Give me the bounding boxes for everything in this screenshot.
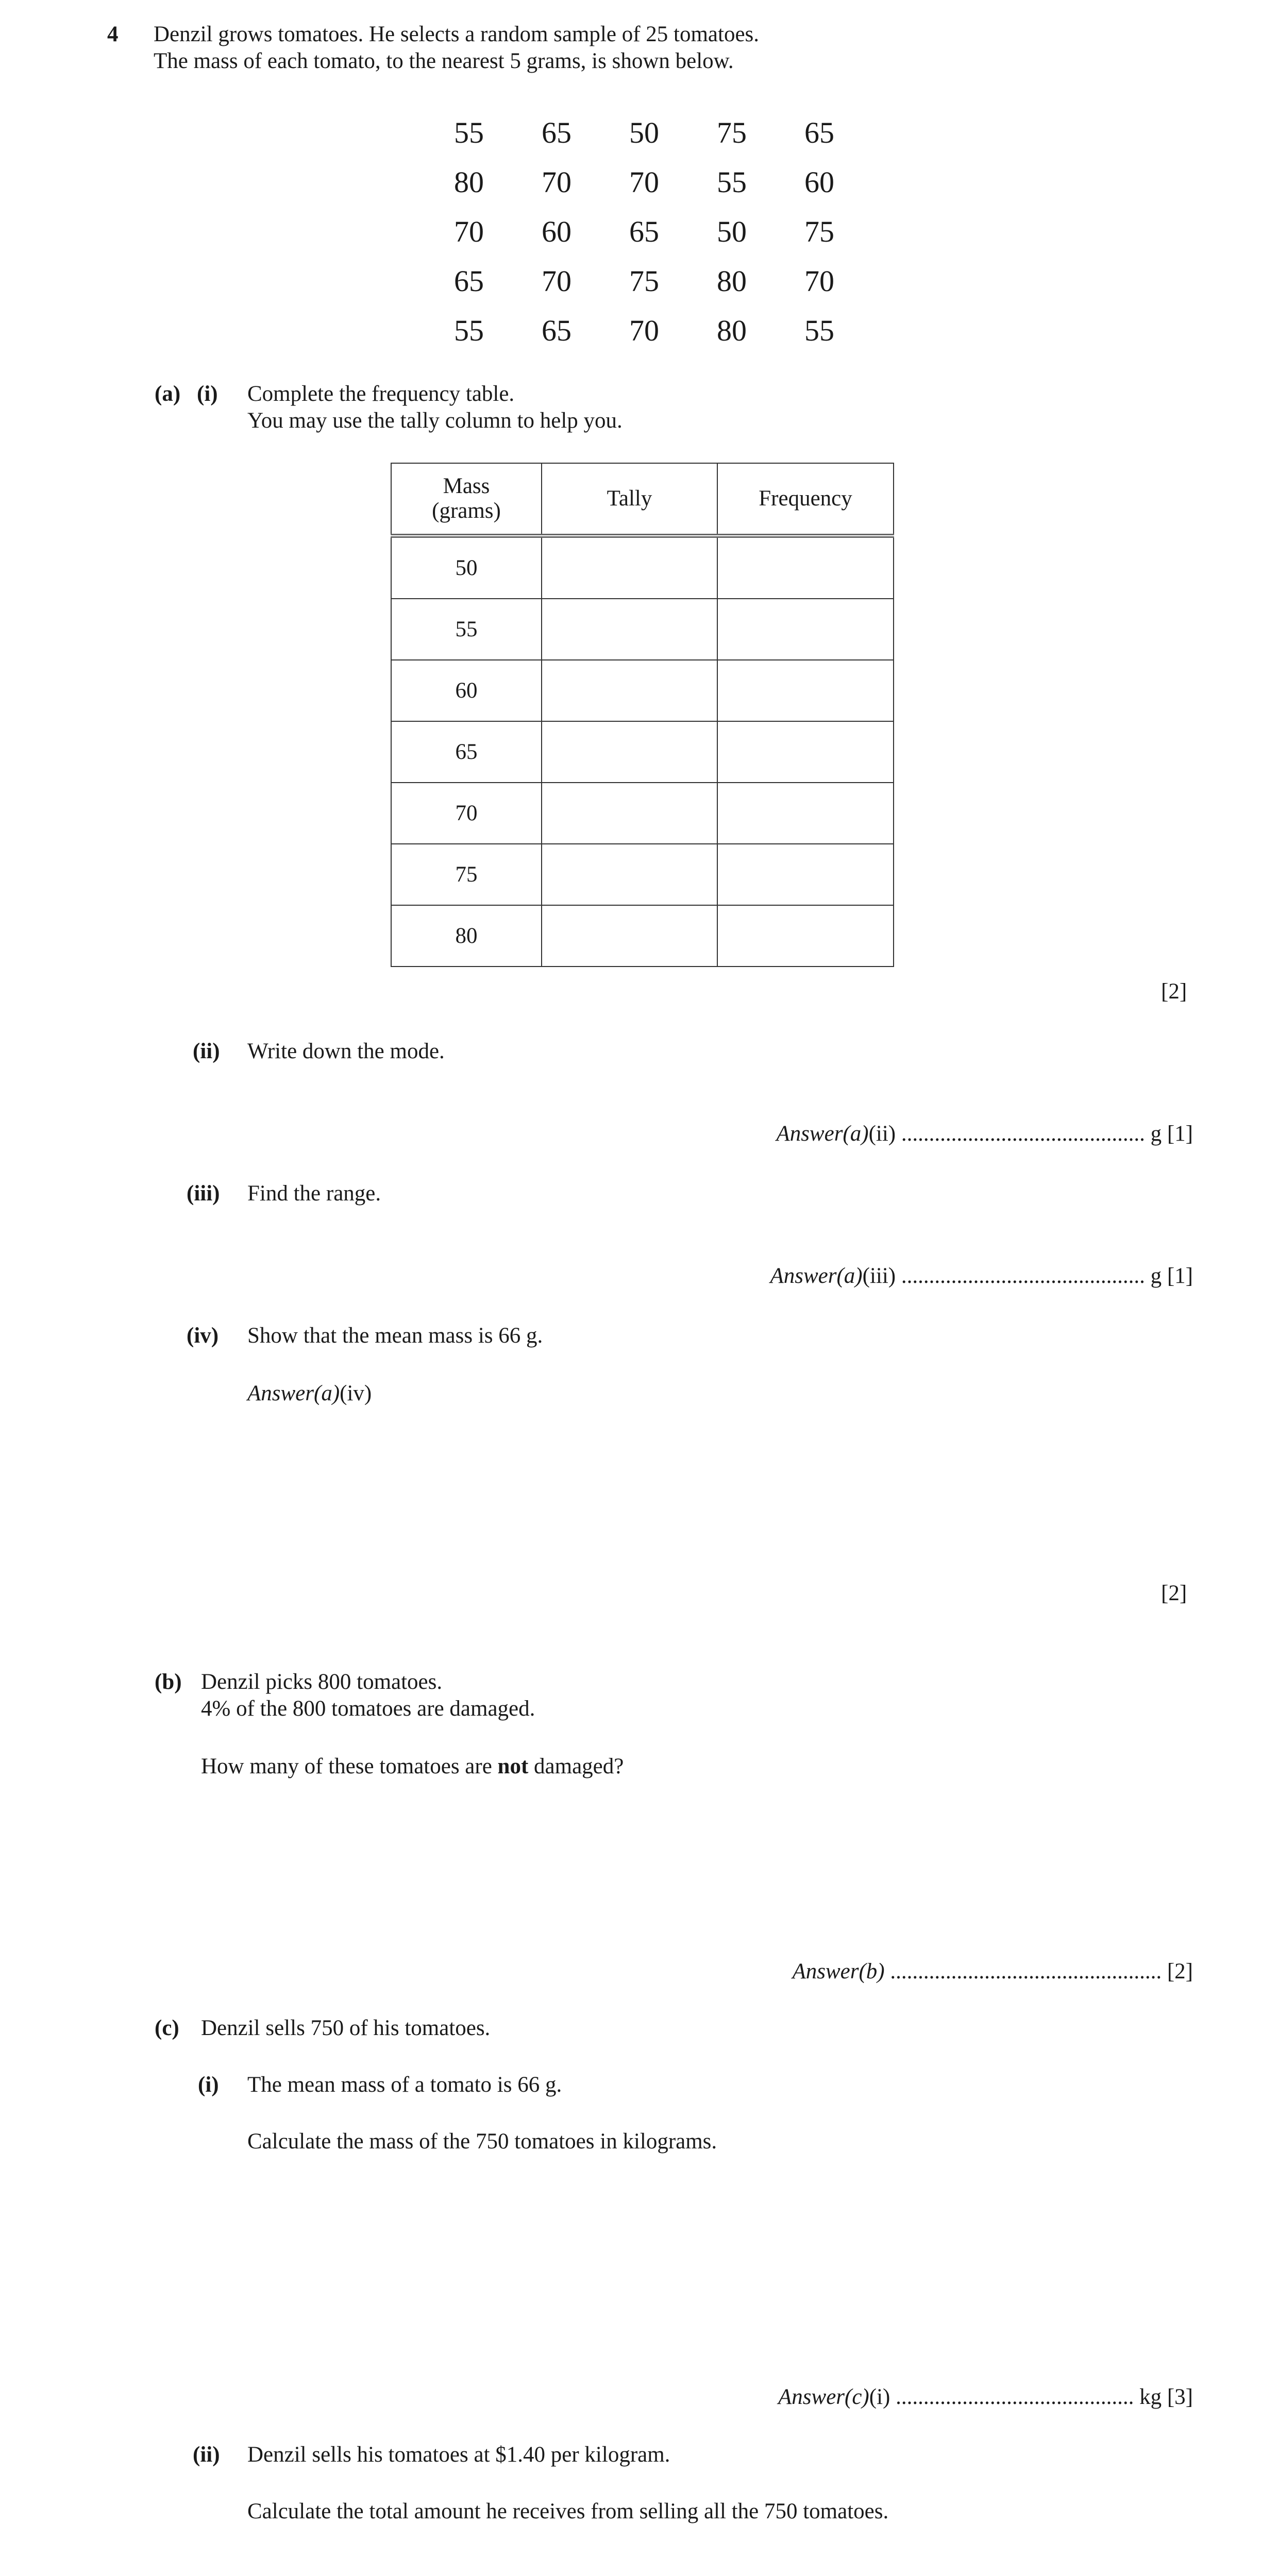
mass-value: 80 [717, 314, 747, 347]
answer-label: Answer(a) [776, 1122, 869, 1146]
tally-header: Tally [542, 463, 717, 536]
mass-header [391, 463, 542, 536]
question-text: damaged? [528, 1754, 624, 1778]
part-a-iii-answer-field[interactable]: ............................................ [901, 1264, 1145, 1288]
answer-label: Answer(b) [792, 1959, 885, 1984]
mass-value: 60 [804, 165, 834, 199]
mass-value: 80 [454, 165, 484, 199]
answer-label: Answer(a) [247, 1381, 340, 1405]
mass-header-line-1: Mass [443, 474, 490, 498]
mass-cell: 50 [391, 536, 542, 599]
tally-cell[interactable] [542, 721, 717, 783]
part-a-iv-label: (iv) [187, 1324, 219, 1348]
part-a-iii-text: Find the range. [247, 1181, 381, 1206]
mass-cell: 80 [391, 905, 542, 967]
answer-label: Answer(a) [770, 1264, 863, 1288]
mass-value: 70 [629, 165, 659, 199]
frequency-table-header [391, 463, 894, 536]
tally-cell[interactable] [542, 536, 717, 599]
frequency-table [391, 463, 894, 967]
part-a-iv-text: Show that the mean mass is 66 g. [247, 1324, 543, 1348]
part-c-i-answer-line [778, 2384, 1193, 2410]
intro-line-1: Denzil grows tomatoes. He selects a random sample of 25 tomatoes. [154, 22, 760, 46]
answer-label: Answer(c) [778, 2385, 869, 2409]
frequency-table-row [391, 536, 894, 599]
tally-cell[interactable] [542, 599, 717, 660]
part-a-i-line-2: You may use the tally column to help you. [247, 409, 623, 433]
part-c-i-answer-field[interactable]: ........................................... [896, 2385, 1134, 2409]
unit-label: kg [1139, 2385, 1162, 2409]
part-a-iv-working-space[interactable] [247, 1412, 1170, 1556]
part-a-iv-answer-label [247, 1381, 372, 1406]
mass-value: 70 [629, 314, 659, 347]
mass-value: 70 [804, 264, 834, 298]
mass-value: 75 [717, 116, 747, 149]
part-c-i-line-2: Calculate the mass of the 750 tomatoes in kilograms. [247, 2129, 717, 2154]
part-c-ii-label: (ii) [193, 2443, 220, 2467]
mass-value: 60 [542, 215, 571, 248]
part-a-iii-label: (iii) [187, 1181, 220, 1206]
mass-header-line-2: (grams) [432, 499, 501, 523]
frequency-cell[interactable] [717, 599, 894, 660]
mass-cell: 55 [391, 599, 542, 660]
tally-cell[interactable] [542, 783, 717, 844]
answer-label-part: (ii) [868, 1122, 896, 1146]
mass-value: 65 [542, 116, 571, 149]
part-c-ii-line-1: Denzil sells his tomatoes at $1.40 per kilogram. [247, 2443, 670, 2467]
frequency-cell[interactable] [717, 660, 894, 721]
part-a-ii-marks: [1] [1167, 1122, 1193, 1146]
question-text: How many of these tomatoes are [201, 1754, 498, 1778]
mass-value: 80 [717, 264, 747, 298]
answer-label-part: (i) [869, 2385, 890, 2409]
part-c-i-label: (i) [198, 2073, 219, 2097]
tally-cell[interactable] [542, 844, 717, 905]
mass-value: 75 [629, 264, 659, 298]
tally-cell[interactable] [542, 905, 717, 967]
mass-value: 65 [454, 264, 484, 298]
part-b-line-1: Denzil picks 800 tomatoes. [201, 1670, 443, 1694]
unit-label: g [1150, 1122, 1162, 1146]
frequency-cell[interactable] [717, 536, 894, 599]
frequency-header: Frequency [717, 463, 894, 536]
tally-cell[interactable] [542, 660, 717, 721]
emphasis-text: not [497, 1754, 529, 1778]
part-a-iii-answer-line [770, 1263, 1193, 1289]
mass-value: 55 [717, 165, 747, 199]
part-a-iii-marks: [1] [1167, 1264, 1193, 1288]
part-c-label: (c) [155, 2016, 179, 2040]
mass-value: 50 [629, 116, 659, 149]
frequency-cell[interactable] [717, 721, 894, 783]
part-a-ii-answer-field[interactable]: ............................................ [901, 1122, 1145, 1146]
part-b-question [201, 1754, 624, 1780]
frequency-table-row [391, 905, 894, 967]
mass-value: 65 [804, 116, 834, 149]
mass-value: 55 [454, 314, 484, 347]
answer-label-part: (iii) [862, 1264, 896, 1288]
intro-line-2: The mass of each tomato, to the nearest 5 grams, is shown below. [154, 49, 734, 73]
mass-value: 75 [804, 215, 834, 248]
frequency-table-row [391, 660, 894, 721]
mass-cell: 70 [391, 783, 542, 844]
mass-cell: 75 [391, 844, 542, 905]
mass-value: 70 [454, 215, 484, 248]
frequency-table-row [391, 783, 894, 844]
mass-value: 65 [629, 215, 659, 248]
part-c-ii-line-2: Calculate the total amount he receives from selling all the 750 tomatoes. [247, 2499, 889, 2523]
mass-value: 55 [454, 116, 484, 149]
frequency-table-row [391, 721, 894, 783]
frequency-cell[interactable] [717, 783, 894, 844]
mass-value: 55 [804, 314, 834, 347]
mass-cell: 60 [391, 660, 542, 721]
frequency-cell[interactable] [717, 905, 894, 967]
part-c-intro: Denzil sells 750 of his tomatoes. [201, 2016, 491, 2040]
part-a-ii-text: Write down the mode. [247, 1039, 445, 1063]
mass-value: 65 [542, 314, 571, 347]
part-a-ii-label: (ii) [193, 1039, 220, 1063]
part-b-label: (b) [155, 1670, 182, 1694]
mass-cell: 65 [391, 721, 542, 783]
mass-value: 50 [717, 215, 747, 248]
part-b-answer-line [792, 1959, 1193, 1985]
part-a-label: (a) [155, 382, 181, 406]
part-a-iv-marks: [2] [1161, 1581, 1187, 1605]
part-a-i-line-1: Complete the frequency table. [247, 382, 515, 406]
part-c-i-marks: [3] [1167, 2385, 1193, 2409]
mass-value: 70 [542, 165, 571, 199]
part-c-i-line-1: The mean mass of a tomato is 66 g. [247, 2073, 562, 2097]
part-b-marks: [2] [1167, 1959, 1193, 1984]
frequency-table-row [391, 599, 894, 660]
part-a-i-label: (i) [197, 382, 218, 406]
answer-label-part: (iv) [340, 1381, 372, 1405]
mass-value: 70 [542, 264, 571, 298]
unit-label: g [1150, 1264, 1162, 1288]
question-number: 4 [107, 22, 119, 46]
frequency-table-row [391, 844, 894, 905]
part-b-line-2: 4% of the 800 tomatoes are damaged. [201, 1697, 535, 1721]
part-b-answer-field[interactable]: ................................................. [890, 1959, 1162, 1984]
part-a-i-marks: [2] [1161, 979, 1187, 1004]
part-a-ii-answer-line [776, 1121, 1193, 1147]
frequency-cell[interactable] [717, 844, 894, 905]
